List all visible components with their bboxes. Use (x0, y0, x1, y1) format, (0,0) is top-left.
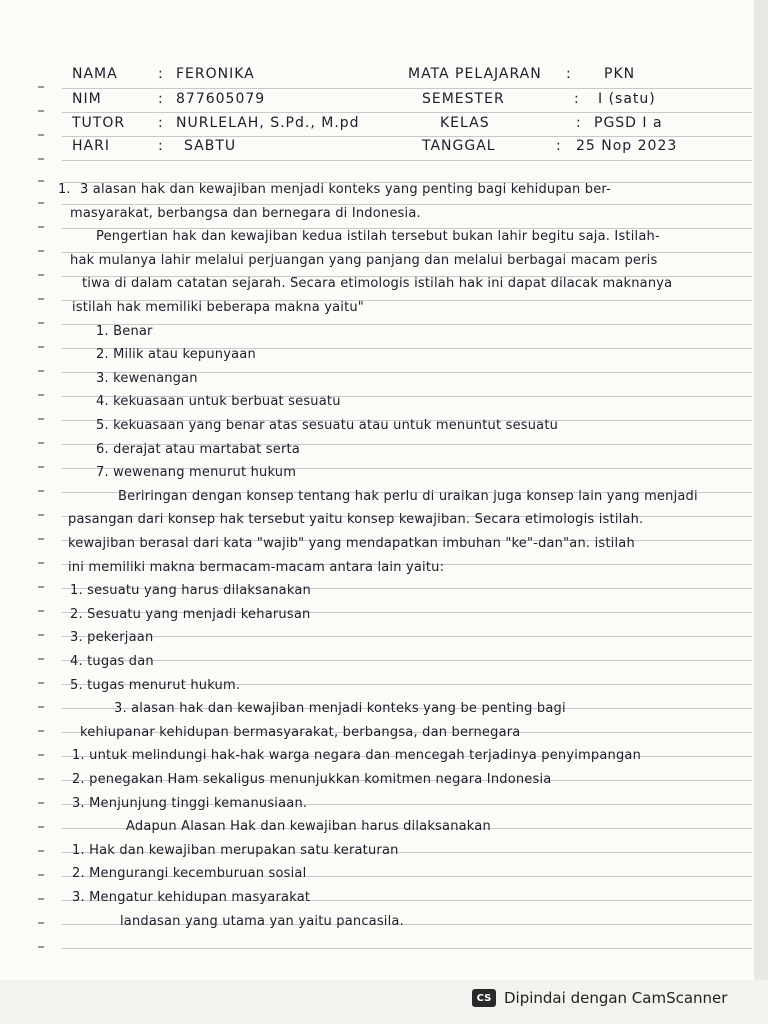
handwritten-line: 6. derajat atau martabat serta (96, 442, 300, 457)
ruled-line (62, 324, 752, 325)
margin-tick (38, 134, 44, 136)
handwritten-line: 3. Menjunjung tinggi kemanusiaan. (72, 796, 308, 811)
margin-tick (38, 850, 44, 852)
handwritten-line: 2. penegakan Ham sekaligus menunjukkan komitmen negara Indonesia (72, 772, 552, 787)
ruled-line (62, 204, 752, 205)
margin-tick (38, 874, 44, 876)
handwritten-line: 3 alasan hak dan kewajiban menjadi konteks yang penting bagi kehidupan ber- (80, 182, 612, 197)
margin-tick (38, 180, 44, 182)
handwritten-line: Pengertian hak dan kewajiban kedua istilah tersebut bukan lahir begitu saja. Istilah- (96, 229, 660, 244)
camscanner-footer (472, 984, 727, 1012)
nim-label: NIM (72, 91, 102, 107)
margin-tick (38, 826, 44, 828)
footer-text: Dipindai dengan CamScanner (504, 989, 728, 1007)
margin-tick (38, 730, 44, 732)
margin-tick (38, 274, 44, 276)
handwritten-line: landasan yang utama yan yaitu pancasila. (120, 914, 404, 929)
colon: : (158, 66, 164, 82)
margin-tick (38, 682, 44, 684)
tutor-value: NURLELAH, S.Pd., M.pd (176, 115, 360, 131)
mapel-label: MATA PELAJARAN (408, 66, 542, 82)
tutor-label: TUTOR (72, 115, 126, 131)
nama-label: NAMA (72, 66, 118, 82)
colon: : (566, 66, 572, 82)
mapel-value: PKN (604, 66, 636, 82)
margin-tick (38, 634, 44, 636)
margin-tick (38, 202, 44, 204)
kelas-label: KELAS (440, 115, 490, 131)
handwritten-line: 1. sesuatu yang harus dilaksanakan (70, 583, 311, 598)
tanggal-value: 25 Nop 2023 (576, 138, 678, 154)
colon: : (158, 115, 164, 131)
page-edge (754, 0, 768, 980)
margin-tick (38, 466, 44, 468)
margin-tick (38, 802, 44, 804)
colon: : (158, 138, 164, 154)
handwritten-line: 4. kekuasaan untuk berbuat sesuatu (96, 394, 341, 409)
colon: : (576, 115, 582, 131)
handwritten-line: 3. kewenangan (96, 371, 198, 386)
margin-tick (38, 706, 44, 708)
margin-tick (38, 226, 44, 228)
camscanner-icon: CS (472, 989, 496, 1007)
margin-tick (38, 754, 44, 756)
handwritten-line: istilah hak memiliki beberapa makna yaitu" (72, 300, 364, 315)
margin-tick (38, 610, 44, 612)
handwritten-line: 3. Mengatur kehidupan masyarakat (72, 890, 311, 905)
semester-label: SEMESTER (422, 91, 505, 107)
margin-tick (38, 346, 44, 348)
ruled-line (62, 636, 752, 637)
margin-tick (38, 298, 44, 300)
margin-tick (38, 658, 44, 660)
handwritten-line: 1. Benar (96, 324, 153, 339)
handwritten-line: 5. kekuasaan yang benar atas sesuatu atau untuk menuntut sesuatu (96, 418, 559, 433)
colon: : (556, 138, 562, 154)
nama-value: FERONIKA (176, 66, 255, 82)
handwritten-line: tiwa di dalam catatan sejarah. Secara etimologis istilah hak ini dapat dilacak maknanya (82, 276, 673, 291)
handwritten-line: 3. pekerjaan (70, 630, 154, 645)
margin-tick (38, 110, 44, 112)
colon: : (574, 91, 580, 107)
handwritten-line: kewajiban berasal dari kata "wajib" yang mendapatkan imbuhan "ke"-dan"an. istilah (68, 536, 635, 551)
ruled-line (62, 160, 752, 161)
header-block (68, 58, 748, 158)
handwritten-line: ini memiliki makna bermacam-macam antara lain yaitu: (68, 560, 445, 575)
kelas-value: PGSD I a (594, 115, 663, 131)
margin-tick (38, 490, 44, 492)
hari-label: HARI (72, 138, 110, 154)
handwritten-line: masyarakat, berbangsa dan bernegara di Indonesia. (70, 206, 421, 221)
margin-tick (38, 158, 44, 160)
handwritten-line: 2. Mengurangi kecemburuan sosial (72, 866, 307, 881)
hari-value: SABTU (184, 138, 237, 154)
handwritten-line: 1. Hak dan kewajiban merupakan satu keraturan (72, 843, 399, 858)
handwritten-line: 4. tugas dan (70, 654, 154, 669)
margin-tick (38, 442, 44, 444)
handwritten-line: 3. alasan hak dan kewajiban menjadi konteks yang be penting bagi (114, 701, 566, 716)
margin-tick (38, 922, 44, 924)
margin-tick (38, 394, 44, 396)
margin-tick (38, 514, 44, 516)
ruled-line (62, 660, 752, 661)
margin-tick (38, 898, 44, 900)
handwritten-line: hak mulanya lahir melalui perjuangan yang panjang dan melalui berbagai macam peris (70, 253, 658, 268)
margin-tick (38, 538, 44, 540)
handwritten-line: 5. tugas menurut hukum. (70, 678, 241, 693)
margin-tick (38, 250, 44, 252)
tanggal-label: TANGGAL (422, 138, 496, 154)
semester-value: I (satu) (598, 91, 656, 107)
margin-tick (38, 586, 44, 588)
handwritten-line: Adapun Alasan Hak dan kewajiban harus dilaksanakan (126, 819, 491, 834)
margin-tick (38, 778, 44, 780)
margin-tick (38, 562, 44, 564)
margin-tick (38, 86, 44, 88)
handwritten-line: kehiupanar kehidupan bermasyarakat, berbangsa, dan bernegara (80, 725, 521, 740)
nim-value: 877605079 (176, 91, 266, 107)
handwritten-line: 1. untuk melindungi hak-hak warga negara dan mencegah terjadinya penyimpangan (72, 748, 642, 763)
colon: : (158, 91, 164, 107)
handwritten-line: 7. wewenang menurut hukum (96, 465, 297, 480)
margin-tick (38, 418, 44, 420)
question-number: 1. (58, 182, 71, 197)
handwritten-line: Beriringan dengan konsep tentang hak perlu di uraikan juga konsep lain yang menjadi (118, 489, 698, 504)
handwritten-line: 2. Sesuatu yang menjadi keharusan (70, 607, 311, 622)
handwritten-line: pasangan dari konsep hak tersebut yaitu konsep kewajiban. Secara etimologis istilah. (68, 512, 644, 527)
ruled-line (62, 948, 752, 949)
handwritten-line: 2. Milik atau kepunyaan (96, 347, 256, 362)
margin-tick (38, 946, 44, 948)
margin-tick (38, 322, 44, 324)
margin-tick (38, 370, 44, 372)
